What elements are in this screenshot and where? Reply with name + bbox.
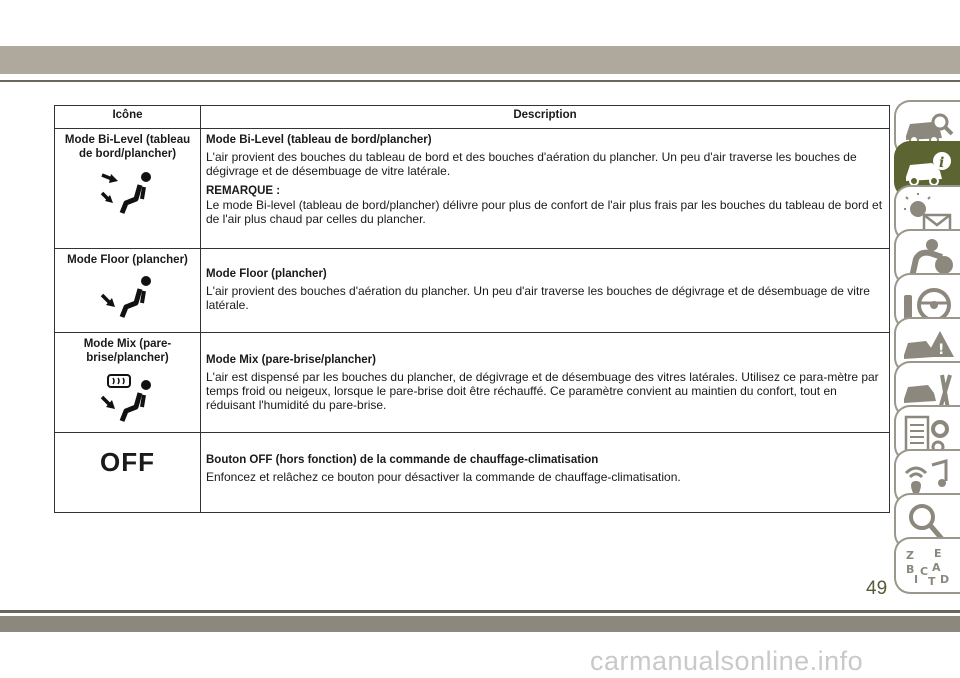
- note-title: REMARQUE :: [206, 185, 281, 197]
- row-title: Mode Floor (plancher): [206, 268, 327, 280]
- icon-cell: [55, 333, 201, 433]
- index-letter-z: Z: [906, 549, 914, 562]
- icon-cell: [55, 129, 201, 249]
- row-icon-label: Mode Floor (plancher): [67, 254, 188, 266]
- description-cell: [201, 249, 890, 333]
- table-row: [55, 333, 890, 433]
- header-icon: Icône: [55, 106, 201, 129]
- page-number: 49: [866, 578, 888, 599]
- svg-text:!: !: [938, 342, 945, 358]
- table-row: [55, 129, 890, 249]
- bi-level-icon: [98, 169, 158, 215]
- index-letter-a: A: [932, 561, 941, 574]
- row-title: Bouton OFF (hors fonction) de la commande de chauffage-climatisation: [206, 454, 599, 466]
- icon-cell: [55, 433, 201, 513]
- index-letter-i: I: [914, 573, 919, 586]
- index-letter-e: E: [934, 547, 942, 560]
- mix-mode-icon: [98, 373, 158, 425]
- row-text: Enfoncez et relâchez ce bouton pour désactiver la commande de chauffage-climatisation.: [206, 470, 681, 484]
- index-letter-t: T: [928, 575, 936, 588]
- bottom-band: [0, 616, 960, 632]
- table-row: [55, 433, 890, 513]
- index-icon: [902, 545, 956, 589]
- row-icon-label: Mode Bi-Level (tableau de bord/plancher): [64, 134, 191, 160]
- row-text: L'air provient des bouches d'aération du plancher. Un peu d'air traverse les bouches de dégivrage et de désembuage de vitre latérale.: [206, 284, 870, 312]
- description-cell: [201, 433, 890, 513]
- top-rule: [0, 80, 960, 82]
- row-icon-label: Mode Mix (pare-brise/plancher): [83, 338, 172, 364]
- index-letter-c: C: [920, 565, 929, 578]
- description-cell: [201, 333, 890, 433]
- off-icon: OFF: [100, 447, 155, 477]
- note-text: Le mode Bi-level (tableau de bord/plancher) délivre pour plus de confort de l'air plus frais par les bouches du tableau de bord et de l'air plus chaud par celles du plancher.: [206, 198, 883, 226]
- header-description: Description: [201, 106, 890, 129]
- table-header-row: [55, 106, 890, 129]
- index-letter-b: B: [906, 563, 915, 576]
- top-band: [0, 46, 960, 74]
- hvac-mode-table: [54, 105, 890, 513]
- row-title: Mode Bi-Level (tableau de bord/plancher): [206, 134, 432, 146]
- row-text: L'air provient des bouches du tableau de bord et des bouches d'aération du plancher. Un peu d'air traverse les bouches de dégivrage et de désembuage de vitre latérale.: [206, 150, 857, 178]
- watermark: carmanualsonline.info: [590, 646, 864, 676]
- row-title: Mode Mix (pare-brise/plancher): [206, 354, 376, 366]
- svg-text:i: i: [939, 155, 945, 171]
- table-row: [55, 249, 890, 333]
- icon-cell: [55, 249, 201, 333]
- row-text: L'air est dispensé par les bouches du plancher, de dégivrage et de désembuage des vitres latérales. Utilisez ce para-mètre par temps froid ou neigeux, lorsque le pare-brise doit être réchauffé. Ce paramètre convient au maintien du confort, tout en réduisant l'humidité du pare-brise.: [206, 370, 879, 412]
- description-cell: [201, 129, 890, 249]
- index-letter-d: D: [940, 573, 950, 586]
- bottom-rule: [0, 610, 960, 613]
- floor-mode-icon: [98, 275, 158, 321]
- tab-index[interactable]: [894, 537, 960, 594]
